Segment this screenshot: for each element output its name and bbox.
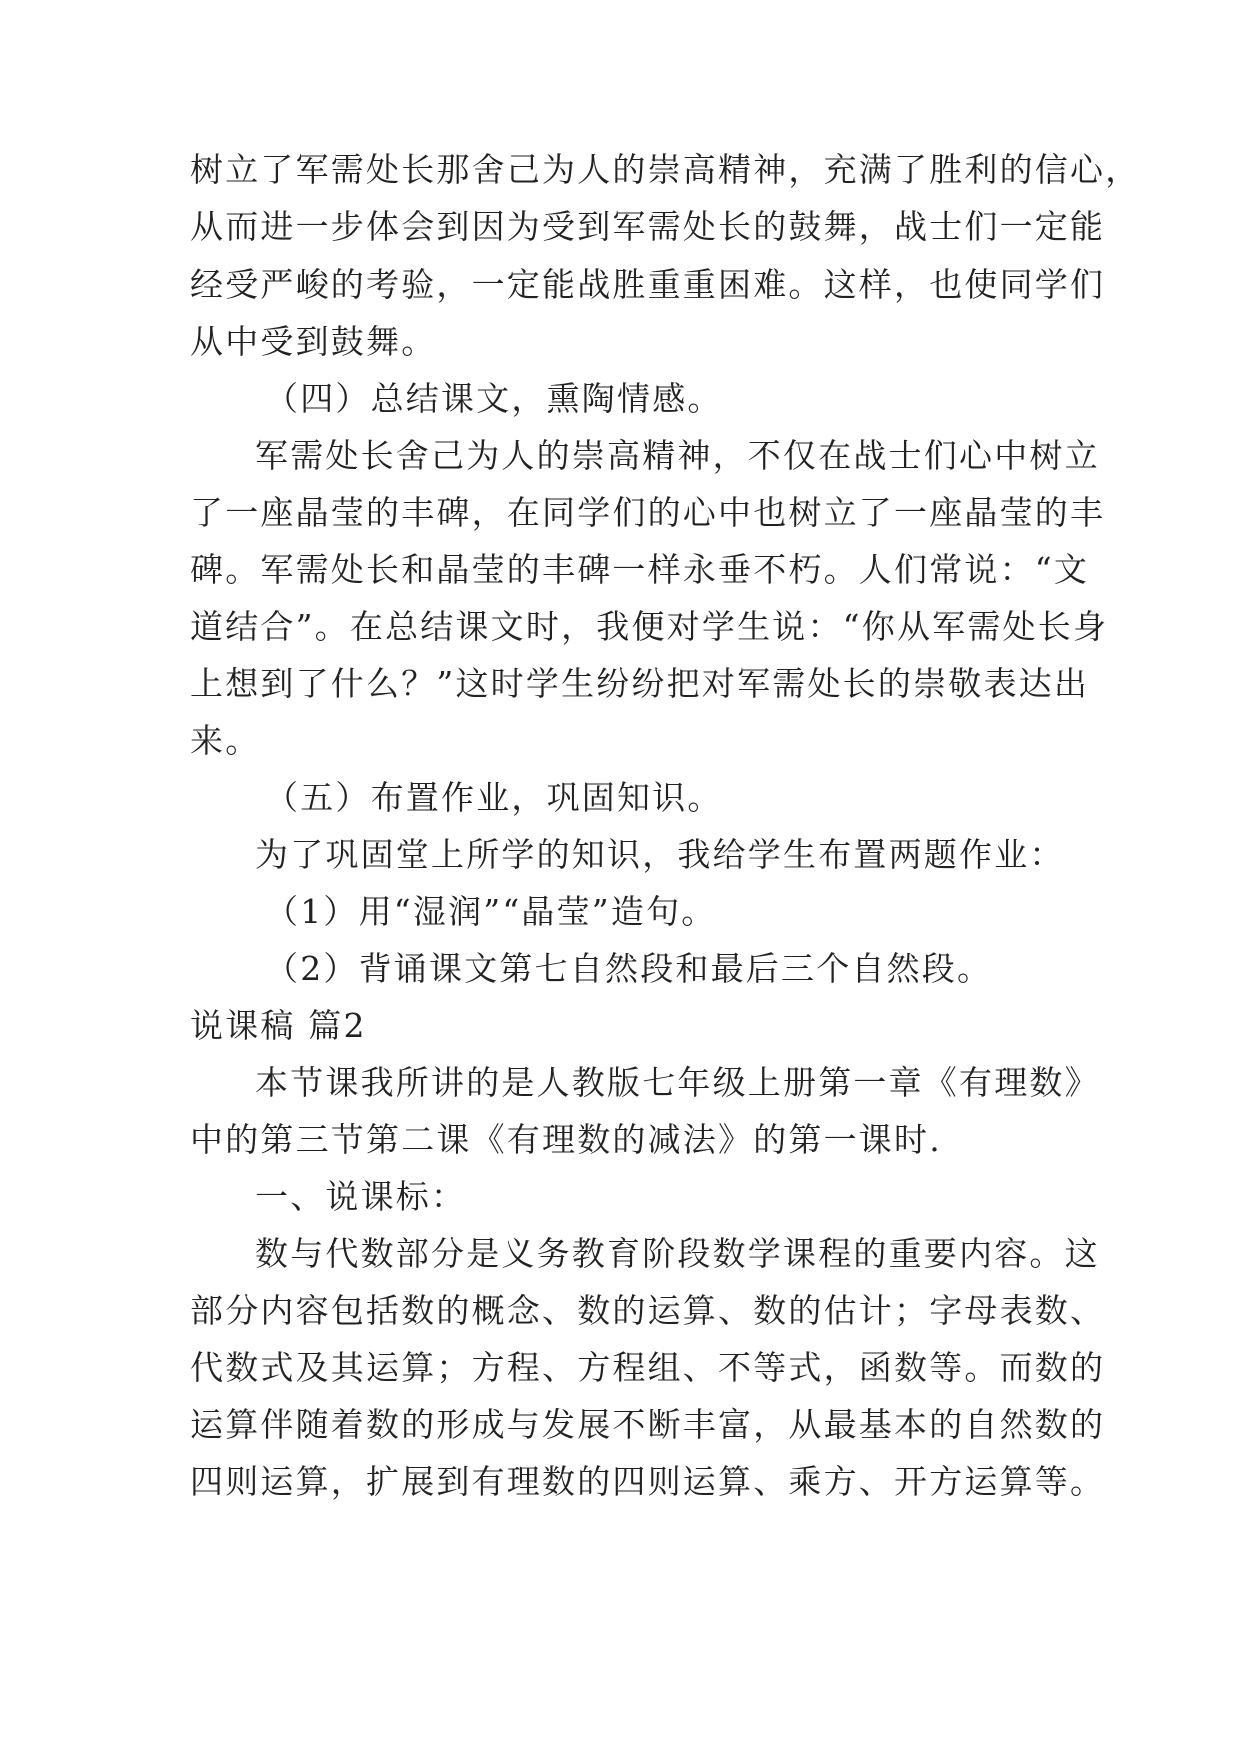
text-line: 从而进一步体会到因为受到军需处长的鼓舞，战士们一定能 — [190, 207, 1106, 246]
section-heading: 一、说课标： — [255, 1177, 467, 1216]
text-line: 为了巩固堂上所学的知识，我给学生布置两题作业： — [255, 835, 1065, 874]
text-line: 军需处长舍己为人的崇高精神，不仅在战士们心中树立 — [255, 436, 1100, 475]
section-heading: （五）布置作业，巩固知识。 — [265, 778, 723, 817]
text-line: 道结合”。在总结课文时，我便对学生说：“你从军需处长身 — [190, 607, 1109, 646]
text-line: 碑。军需处长和晶莹的丰碑一样永垂不朽。人们常说：“文 — [190, 550, 1090, 589]
text-line: 树立了军需处长那舍己为人的崇高精神，充满了胜利的信心， — [190, 150, 1141, 189]
text-line: 数与代数部分是义务教育阶段数学课程的重要内容。这 — [255, 1234, 1100, 1273]
list-item: （2）背诵课文第七自然段和最后三个自然段。 — [265, 949, 993, 988]
text-line: 四则运算，扩展到有理数的四则运算、乘方、开方运算等。 — [190, 1462, 1106, 1501]
list-item: （1）用“湿润”“晶莹”造句。 — [265, 892, 717, 931]
text-line: 运算伴随着数的形成与发展不断丰富，从最基本的自然数的 — [190, 1405, 1106, 1444]
text-line: 了一座晶莹的丰碑，在同学们的心中也树立了一座晶莹的丰 — [190, 493, 1106, 532]
section-heading: （四）总结课文，熏陶情感。 — [265, 379, 723, 418]
doc-heading: 说课稿 篇2 — [190, 1006, 367, 1045]
text-line: 部分内容包括数的概念、数的运算、数的估计；字母表数、 — [190, 1291, 1106, 1330]
text-line: 本节课我所讲的是人教版七年级上册第一章《有理数》 — [255, 1063, 1100, 1102]
text-line: 中的第三节第二课《有理数的减法》的第一课时. — [190, 1120, 942, 1159]
text-line: 代数式及其运算；方程、方程组、不等式，函数等。而数的 — [190, 1348, 1106, 1387]
text-line: 经受严峻的考验，一定能战胜重重困难。这样，也使同学们 — [190, 265, 1106, 304]
text-line: 上想到了什么？”这时学生纷纷把对军需处长的崇敬表达出 — [190, 664, 1090, 703]
text-line: 来。 — [190, 721, 261, 760]
text-line: 从中受到鼓舞。 — [190, 322, 437, 361]
